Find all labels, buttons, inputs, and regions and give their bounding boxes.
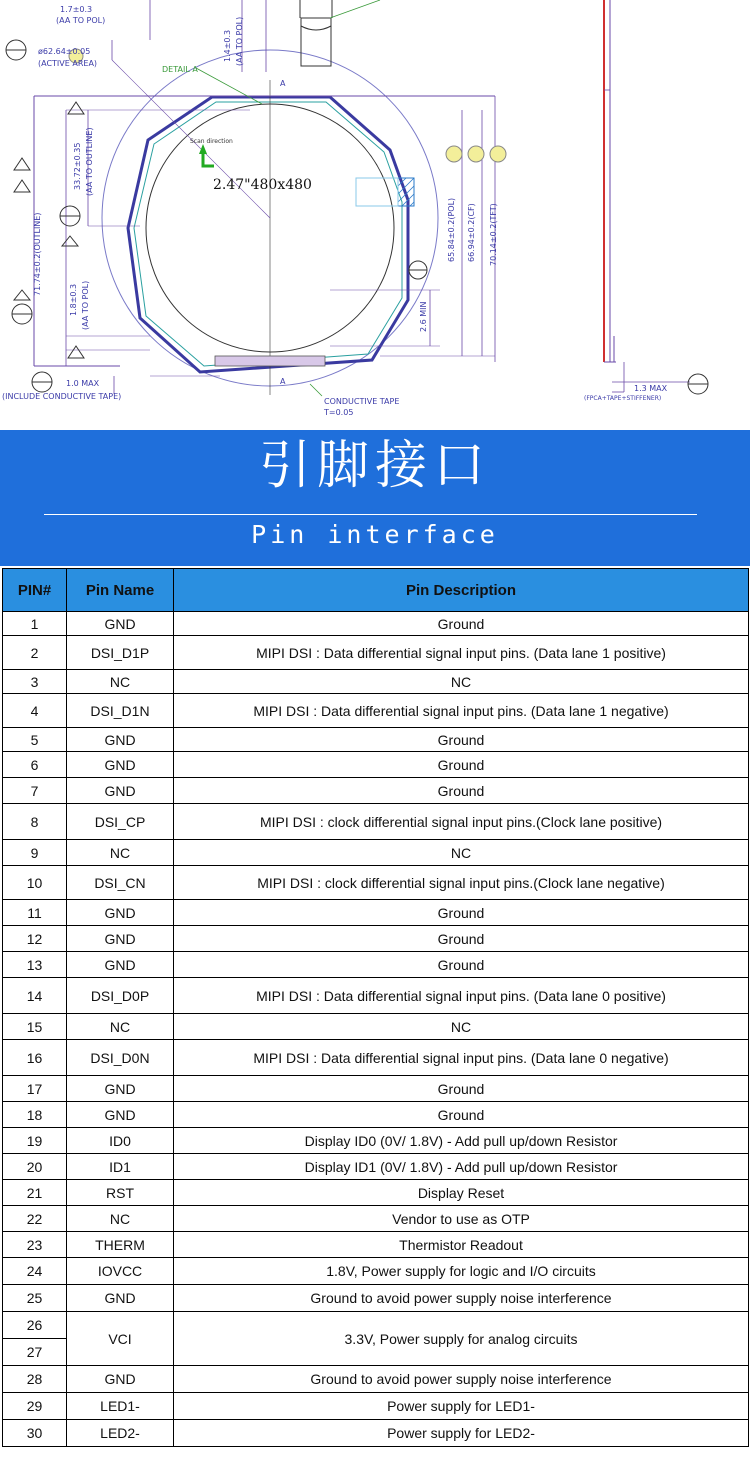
marker-a-bottom: A	[280, 377, 286, 386]
pin-name-cell: DSI_CN	[67, 866, 174, 900]
pin-name-cell: GND	[67, 1285, 174, 1312]
pin-table-body	[3, 612, 749, 1447]
dim-aa-to-pol-vert-note: (AA TO POL)	[235, 16, 244, 66]
pin-number-cell: 6	[3, 752, 67, 778]
table-row	[3, 926, 749, 952]
table-row	[3, 1366, 749, 1393]
pin-description-cell: Display ID1 (0V/ 1.8V) - Add pull up/down Resistor	[174, 1154, 749, 1180]
pin-name-cell: DSI_D0N	[67, 1040, 174, 1076]
pin-number-cell: 13	[3, 952, 67, 978]
pin-number-cell: 28	[3, 1366, 67, 1393]
table-row	[3, 612, 749, 636]
fpca-note: (FPCA+TAPE+STIFFENER)	[584, 395, 662, 402]
pin-description-cell: Ground	[174, 926, 749, 952]
table-row	[3, 840, 749, 866]
pin-number-cell: 10	[3, 866, 67, 900]
section-subtitle: Pin interface	[251, 520, 499, 549]
pin-number-cell: 2	[3, 636, 67, 670]
pin-description-cell: NC	[174, 1014, 749, 1040]
pin-name-cell: GND	[67, 926, 174, 952]
pin-description-cell: Vendor to use as OTP	[174, 1206, 749, 1232]
detail-label: DETAIL A	[162, 65, 198, 74]
pin-description-cell: Ground	[174, 752, 749, 778]
pin-description-cell: Ground to avoid power supply noise interference	[174, 1285, 749, 1312]
pin-description-cell: Power supply for LED2-	[174, 1420, 749, 1447]
table-row	[3, 778, 749, 804]
table-row	[3, 636, 749, 670]
pin-name-cell: GND	[67, 752, 174, 778]
table-row	[3, 1232, 749, 1258]
pin-name-cell: GND	[67, 612, 174, 636]
pin-description-cell: Ground to avoid power supply noise interference	[174, 1366, 749, 1393]
pin-description-cell: Ground	[174, 778, 749, 804]
pin-name-cell: GND	[67, 1076, 174, 1102]
table-row	[3, 1206, 749, 1232]
table-row	[3, 900, 749, 926]
table-row	[3, 694, 749, 728]
pin-description-cell: MIPI DSI : clock differential signal input pins.(Clock lane positive)	[174, 804, 749, 840]
pin-name-cell: GND	[67, 778, 174, 804]
dim-active-area-note: (ACTIVE AREA)	[38, 59, 98, 68]
pin-name-cell: LED1-	[67, 1393, 174, 1420]
pin-name-cell: NC	[67, 1014, 174, 1040]
pin-number-cell: 20	[3, 1154, 67, 1180]
pin-description-cell: 3.3V, Power supply for analog circuits	[174, 1312, 749, 1366]
table-row	[3, 752, 749, 778]
pin-name-cell: GND	[67, 728, 174, 752]
pin-description-cell: NC	[174, 670, 749, 694]
pin-name-cell: ID0	[67, 1128, 174, 1154]
pin-description-cell: 1.8V, Power supply for logic and I/O circuits	[174, 1258, 749, 1285]
dim-max-left: 1.0 MAX	[66, 379, 100, 388]
table-row	[3, 1258, 749, 1285]
section-divider	[44, 514, 697, 515]
section-title: 引脚接口	[258, 436, 491, 496]
pin-table	[2, 568, 749, 1447]
pin-name-cell: NC	[67, 670, 174, 694]
scan-direction-label: Scan direction	[190, 138, 233, 145]
dim-aa-to-outline-note: (AA TO OUTLINE)	[85, 127, 94, 196]
dim-min: 2.6 MIN	[419, 301, 428, 332]
header-pin-description: Pin Description	[174, 569, 749, 612]
pin-number-cell: 17	[3, 1076, 67, 1102]
pin-number-cell: 25	[3, 1285, 67, 1312]
pin-number-cell: 7	[3, 778, 67, 804]
pin-name-cell: RST	[67, 1180, 174, 1206]
table-row	[3, 804, 749, 840]
pin-number-cell: 16	[3, 1040, 67, 1076]
table-row	[3, 1102, 749, 1128]
pin-description-cell: Ground	[174, 952, 749, 978]
pin-description-cell: Display Reset	[174, 1180, 749, 1206]
conductive-tape-label: CONDUCTIVE TAPE	[324, 397, 400, 406]
pin-name-cell: GND	[67, 952, 174, 978]
table-row	[3, 1040, 749, 1076]
table-row	[3, 1014, 749, 1040]
table-row	[3, 952, 749, 978]
pin-name-cell: DSI_D1N	[67, 694, 174, 728]
dim-aa-to-pol-top-note: (AA TO POL)	[56, 16, 106, 25]
pin-number-cell: 8	[3, 804, 67, 840]
dim-aa-to-pol-lower: 1.8±0.3	[69, 283, 78, 316]
pin-number-cell: 3	[3, 670, 67, 694]
pin-number-cell: 27	[3, 1339, 67, 1366]
table-row	[3, 1180, 749, 1206]
pin-description-cell: MIPI DSI : Data differential signal input pins. (Data lane 1 positive)	[174, 636, 749, 670]
dim-outline: 71.74±0.2(OUTLINE)	[33, 212, 42, 296]
pin-number-cell: 14	[3, 978, 67, 1014]
header-pin-number: PIN#	[3, 569, 67, 612]
pin-name-cell: DSI_D1P	[67, 636, 174, 670]
pin-description-cell: NC	[174, 840, 749, 866]
dim-max-right: 1.3 MAX	[634, 384, 668, 393]
dim-tft: 70.14±0.2(TFT)	[489, 203, 498, 266]
table-row	[3, 1128, 749, 1154]
pin-name-cell: GND	[67, 900, 174, 926]
pin-number-cell: 9	[3, 840, 67, 866]
pin-description-cell: Display ID0 (0V/ 1.8V) - Add pull up/down Resistor	[174, 1128, 749, 1154]
header-pin-name: Pin Name	[67, 569, 174, 612]
pin-number-cell: 5	[3, 728, 67, 752]
pin-number-cell: 18	[3, 1102, 67, 1128]
pin-number-cell: 24	[3, 1258, 67, 1285]
pin-name-cell: ID1	[67, 1154, 174, 1180]
pin-name-cell: THERM	[67, 1232, 174, 1258]
pin-name-cell: DSI_CP	[67, 804, 174, 840]
pin-description-cell: MIPI DSI : Data differential signal input pins. (Data lane 0 positive)	[174, 978, 749, 1014]
pin-name-cell: GND	[67, 1102, 174, 1128]
dim-aa-to-outline: 33.72±0.35	[73, 142, 82, 190]
dim-active-area: ø62.64±0.05	[38, 47, 91, 56]
pin-name-cell: NC	[67, 1206, 174, 1232]
pin-description-cell: Ground	[174, 1102, 749, 1128]
pin-number-cell: 29	[3, 1393, 67, 1420]
pin-name-cell: LED2-	[67, 1420, 174, 1447]
pin-description-cell: Ground	[174, 900, 749, 926]
pin-number-cell: 11	[3, 900, 67, 926]
table-row	[3, 670, 749, 694]
table-row	[3, 1076, 749, 1102]
tape-thickness-label: T=0.05	[324, 408, 354, 417]
pin-description-cell: Ground	[174, 612, 749, 636]
pin-number-cell: 23	[3, 1232, 67, 1258]
pin-description-cell: Ground	[174, 1076, 749, 1102]
table-row	[3, 978, 749, 1014]
pin-name-cell: NC	[67, 840, 174, 866]
pin-name-cell: GND	[67, 1366, 174, 1393]
dim-aa-to-pol-top: 1.7±0.3	[60, 5, 93, 14]
pin-description-cell: MIPI DSI : Data differential signal input pins. (Data lane 0 negative)	[174, 1040, 749, 1076]
pin-description-cell: MIPI DSI : Data differential signal input pins. (Data lane 1 negative)	[174, 694, 749, 728]
pin-number-cell: 4	[3, 694, 67, 728]
pin-description-cell: Thermistor Readout	[174, 1232, 749, 1258]
drawing-linework	[0, 0, 750, 430]
pin-number-cell: 26	[3, 1312, 67, 1339]
marker-a-top: A	[280, 79, 286, 88]
pin-number-cell: 1	[3, 612, 67, 636]
table-row	[3, 1420, 749, 1447]
dim-aa-to-pol-vert: 1.4±0.3	[223, 29, 232, 62]
pin-number-cell: 19	[3, 1128, 67, 1154]
dim-include-tape-note: (INCLUDE CONDUCTIVE TAPE)	[2, 392, 122, 401]
display-model-label: 2.47"480x480	[213, 177, 312, 193]
table-row	[3, 728, 749, 752]
dim-aa-to-pol-lower-note: (AA TO POL)	[81, 280, 90, 330]
table-row	[3, 1312, 749, 1339]
table-row	[3, 1285, 749, 1312]
pin-number-cell: 21	[3, 1180, 67, 1206]
pin-description-cell: Ground	[174, 728, 749, 752]
pin-name-cell: IOVCC	[67, 1258, 174, 1285]
pin-name-cell: DSI_D0P	[67, 978, 174, 1014]
technical-drawing	[0, 0, 750, 430]
dim-cf: 66.94±0.2(CF)	[467, 203, 476, 262]
table-row	[3, 1393, 749, 1420]
pin-number-cell: 15	[3, 1014, 67, 1040]
dim-pol: 65.84±0.2(POL)	[447, 197, 456, 262]
pin-number-cell: 12	[3, 926, 67, 952]
pin-number-cell: 22	[3, 1206, 67, 1232]
pin-description-cell: MIPI DSI : clock differential signal input pins.(Clock lane negative)	[174, 866, 749, 900]
table-row	[3, 866, 749, 900]
table-row	[3, 1154, 749, 1180]
pin-description-cell: Power supply for LED1-	[174, 1393, 749, 1420]
pin-name-cell: VCI	[67, 1312, 174, 1366]
table-header-row	[3, 569, 749, 612]
pin-number-cell: 30	[3, 1420, 67, 1447]
